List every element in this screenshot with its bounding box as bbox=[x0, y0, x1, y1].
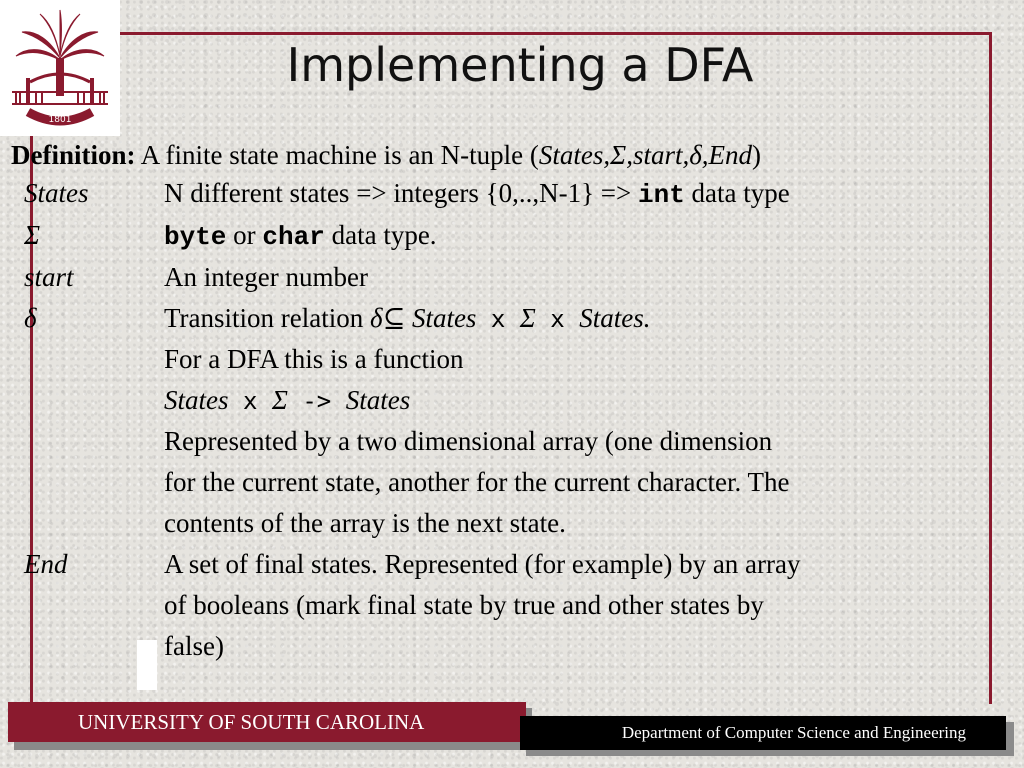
term-sigma: Σ bbox=[24, 220, 41, 250]
sigma-symbol: Σ bbox=[519, 303, 536, 333]
definition-line bbox=[11, 140, 761, 171]
desc-array-line-1: Represented by a two dimensional array (one dimension bbox=[164, 426, 773, 456]
desc-sigma bbox=[164, 220, 437, 252]
cross-symbol: x bbox=[476, 305, 520, 333]
states-word: States bbox=[405, 303, 477, 333]
tuple-states: States, bbox=[538, 140, 611, 170]
subset-symbol: ⊆ bbox=[382, 303, 406, 333]
desc-delta bbox=[164, 303, 650, 334]
desc-end-line-1: A set of final states. Represented (for example) by an array bbox=[164, 549, 801, 579]
desc-end-line-2: of booleans (mark final state by true and other states by bbox=[164, 590, 764, 620]
states-word: States bbox=[345, 385, 411, 415]
desc-array-line-2: for the current state, another for the current character. The bbox=[164, 467, 790, 497]
slide-title: Implementing a DFA bbox=[286, 38, 754, 92]
desc-function-signature bbox=[164, 385, 410, 416]
desc-states-text: N different states => integers {0,..,N-1} => bbox=[164, 178, 638, 208]
tuple-delta: δ bbox=[689, 140, 702, 170]
tuple-close: ) bbox=[752, 140, 762, 170]
frame-right-line bbox=[989, 32, 992, 704]
desc-dfa-function: For a DFA this is a function bbox=[164, 344, 464, 374]
tuple-end: ,End bbox=[701, 140, 753, 170]
desc-array-line-3: contents of the array is the next state. bbox=[164, 508, 566, 538]
byte-keyword: byte bbox=[164, 222, 227, 252]
decorative-block bbox=[137, 640, 157, 690]
university-banner: UNIVERSITY OF SOUTH CAROLINA bbox=[8, 702, 526, 742]
cross-symbol: x bbox=[535, 305, 580, 333]
definition-label: Definition: bbox=[11, 140, 136, 170]
palmetto-tree-seal-icon bbox=[6, 8, 114, 132]
university-logo bbox=[0, 0, 120, 136]
states-word: States. bbox=[579, 303, 651, 333]
desc-sigma-suffix: data type. bbox=[324, 220, 437, 250]
logo-year: 1801 bbox=[48, 115, 72, 125]
sigma-symbol: Σ bbox=[271, 385, 288, 415]
desc-start: An integer number bbox=[164, 262, 368, 292]
frame-top-line bbox=[120, 32, 992, 35]
desc-states-suffix: data type bbox=[684, 178, 790, 208]
transition-relation-text: Transition relation bbox=[164, 303, 370, 333]
term-end: End bbox=[24, 549, 68, 579]
desc-end-line-3: false) bbox=[164, 631, 224, 661]
or-text: or bbox=[226, 220, 263, 250]
term-states: States bbox=[24, 178, 89, 208]
definition-text: A finite state machine is an N-tuple ( bbox=[140, 140, 539, 170]
delta-symbol: δ bbox=[370, 303, 383, 333]
desc-states bbox=[164, 178, 790, 210]
tuple-sigma: Σ bbox=[610, 140, 627, 170]
char-keyword: char bbox=[262, 222, 325, 252]
department-banner: Department of Computer Science and Engineering bbox=[520, 716, 1006, 750]
int-keyword: int bbox=[637, 180, 685, 210]
term-delta: δ bbox=[24, 303, 37, 333]
term-start: start bbox=[24, 262, 74, 292]
states-word: States bbox=[164, 385, 229, 415]
cross-symbol: x bbox=[228, 387, 272, 415]
arrow-symbol: -> bbox=[287, 387, 346, 415]
tuple-start: ,start, bbox=[626, 140, 690, 170]
